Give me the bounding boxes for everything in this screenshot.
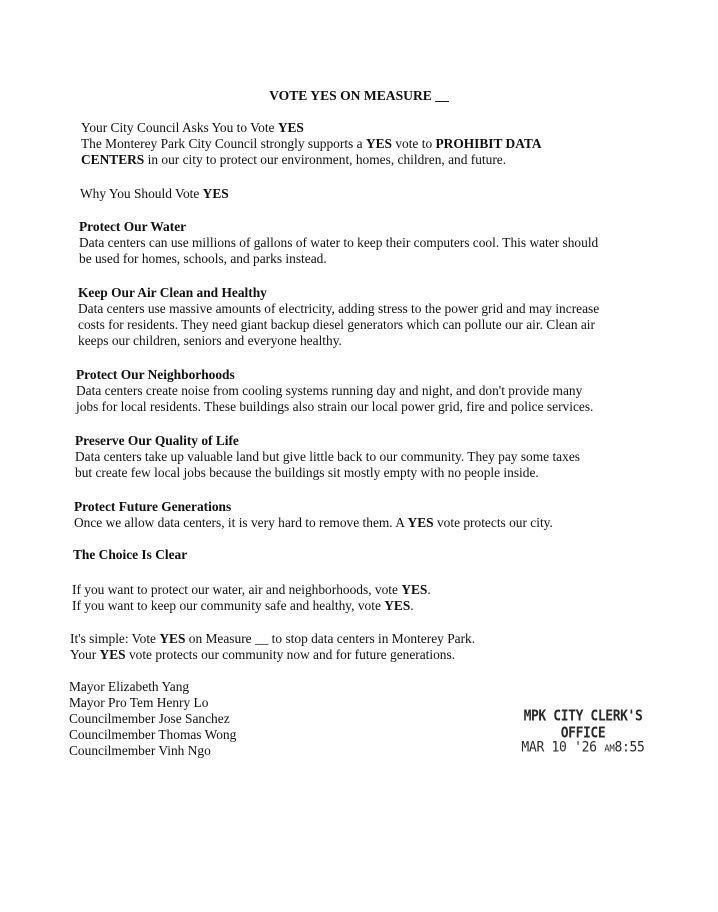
choice-paragraph — [72, 582, 431, 614]
section-heading: Protect Our Neighborhoods — [76, 367, 235, 382]
intro-paragraph — [81, 120, 542, 168]
why-bold: YES — [202, 186, 229, 201]
simple-text: on Measure __ to stop data centers in Monterey Park. — [185, 631, 476, 646]
choice-text: . — [410, 598, 414, 613]
section-bold: YES — [407, 515, 434, 530]
intro-line-2 — [81, 136, 542, 152]
section-line: keeps our children, seniors and everyone healthy. — [78, 333, 342, 348]
section-line: Data centers create noise from cooling systems running day and night, and don't provide many — [76, 383, 583, 398]
section-air — [78, 285, 599, 349]
stamp-ampm: AM — [604, 743, 615, 755]
intro-text: in our city to protect our environment, homes, children, and future. — [144, 152, 507, 167]
simple-bold: YES — [159, 631, 186, 646]
stamp-date: MAR 10 '26 — [521, 739, 597, 756]
section-line: jobs for local residents. These buildings also strain our local power grid, fire and police services. — [76, 399, 594, 414]
choice-line-2 — [72, 598, 431, 614]
simple-text: It's simple: Vote — [70, 631, 160, 646]
intro-bold: CENTERS — [81, 152, 145, 167]
section-heading: Keep Our Air Clean and Healthy — [78, 285, 267, 300]
simple-text: vote protects our community now and for future generations. — [125, 647, 456, 662]
intro-line-1 — [81, 120, 542, 136]
choice-line-1 — [72, 582, 431, 598]
simple-line-2 — [70, 647, 475, 663]
section-line: but create few local jobs because the buildings sit mostly empty with no people inside. — [75, 465, 539, 480]
simple-paragraph — [70, 631, 475, 663]
choice-text: . — [427, 582, 431, 597]
section-text: Once we allow data centers, it is very hard to remove them. A — [74, 515, 408, 530]
section-line: be used for homes, schools, and parks instead. — [79, 251, 327, 266]
intro-bold: PROHIBIT DATA — [435, 136, 542, 151]
section-line: Data centers take up valuable land but give little back to our community. They pay some taxes — [75, 449, 580, 464]
choice-bold: YES — [384, 598, 411, 613]
section-quality-of-life — [75, 433, 580, 481]
signature-name: Councilmember Jose Sanchez — [69, 711, 230, 726]
choice-heading-text: The Choice Is Clear — [73, 547, 188, 562]
intro-bold: YES — [365, 136, 392, 151]
intro-text: The Monterey Park City Council strongly supports a — [81, 136, 366, 151]
simple-line-1 — [70, 631, 475, 647]
section-future-generations — [74, 499, 553, 531]
choice-bold: YES — [401, 582, 428, 597]
simple-bold: YES — [99, 647, 126, 662]
intro-bold: YES — [277, 120, 304, 135]
section-neighborhoods — [76, 367, 593, 415]
section-heading: Protect Our Water — [79, 219, 187, 234]
choice-heading — [73, 547, 187, 563]
page-title: VOTE YES ON MEASURE __ — [269, 88, 449, 103]
choice-text: If you want to keep our community safe and healthy, vote — [72, 598, 385, 613]
intro-text: vote to — [391, 136, 436, 151]
choice-text: If you want to protect our water, air and neighborhoods, vote — [72, 582, 402, 597]
signature-name: Mayor Elizabeth Yang — [69, 679, 190, 694]
stamp-time: 8:55 — [614, 739, 645, 756]
clerk-stamp — [498, 707, 668, 757]
intro-text: Your City Council Asks You to Vote — [81, 120, 278, 135]
stamp-datetime — [498, 739, 668, 758]
section-line: Data centers can use millions of gallons of water to keep their computers cool. This water should — [79, 235, 599, 250]
why-heading — [80, 186, 229, 202]
section-line: Data centers use massive amounts of electricity, adding stress to the power grid and may increase — [78, 301, 600, 316]
signature-name: Councilmember Vinh Ngo — [69, 743, 211, 758]
signature-name: Mayor Pro Tem Henry Lo — [69, 695, 209, 710]
intro-line-3 — [81, 152, 542, 168]
simple-text: Your — [70, 647, 100, 662]
section-line: costs for residents. They need giant backup diesel generators which can pollute our air. Clean air — [78, 317, 595, 332]
section-line — [74, 515, 553, 531]
section-text: vote protects our city. — [433, 515, 553, 530]
section-water — [79, 219, 598, 267]
section-heading: Protect Future Generations — [74, 499, 232, 514]
signature-list — [69, 679, 236, 759]
section-heading: Preserve Our Quality of Life — [75, 433, 239, 448]
stamp-office: MPK CITY CLERK'S OFFICE — [523, 707, 643, 743]
signature-name: Councilmember Thomas Wong — [69, 727, 237, 742]
why-text: Why You Should Vote — [80, 186, 203, 201]
